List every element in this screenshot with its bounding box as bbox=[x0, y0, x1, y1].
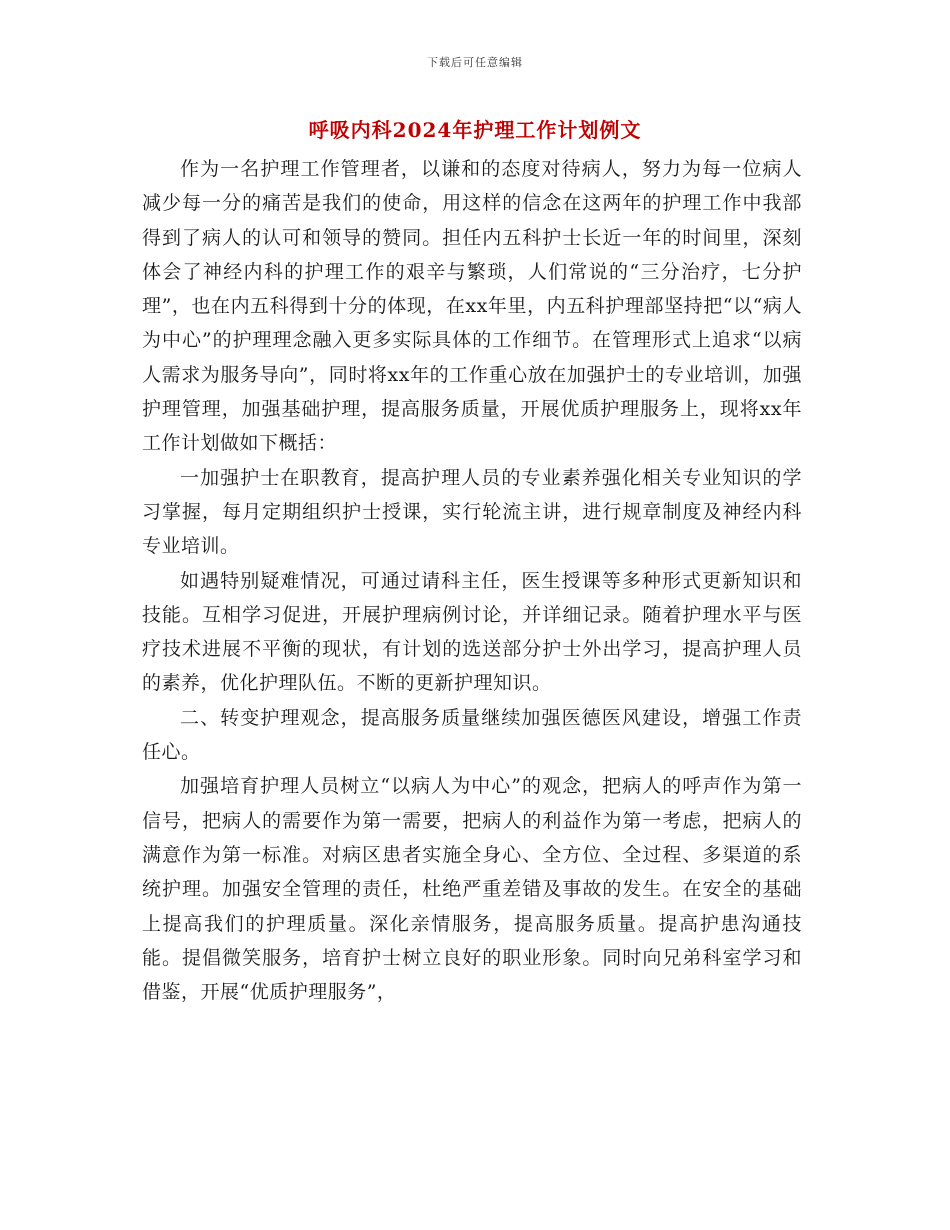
paragraph-intro: 作为一名护理工作管理者，以谦和的态度对待病人，努力为每一位病人减少每一分的痛苦是我们的使命，用这样的信念在这两年的护理工作中我部得到了病人的认可和领导的赞同。担任内五科护士长近一年的时间里，深刻体会了神经内科的护理工作的艰辛与繁琐，人们常说的“三分治疗，七分护理”，也在内五科得到十分的体现，在xx年里，内五科护理部坚持把“以“病人为中心”的护理理念融入更多实际具体的工作细节。在管理形式上追求“以病人需求为服务导向”，同时将xx年的工作重心放在加强护士的专业培训，加强护理管理，加强基础护理，提高服务质量，开展优质护理服务上，现将xx年工作计划做如下概括： bbox=[142, 158, 802, 455]
document-title: 呼吸内科2024年护理工作计划例文 bbox=[308, 118, 642, 142]
document-body bbox=[142, 152, 802, 1009]
paragraph-education: 一加强护士在职教育，提高护理人员的专业素养强化相关专业知识的学习掌握，每月定期组织护士授课，实行轮流主讲，进行规章制度及神经内科专业培训。 bbox=[142, 466, 802, 558]
paragraph-patient-centered: 加强培育护理人员树立“以病人为中心”的观念，把病人的呼声作为第一信号，把病人的需要作为第一需要，把病人的利益作为第一考虑，把病人的满意作为第一标准。对病区患者实施全身心、全方位、全过程、多渠道的系统护理。加强安全管理的责任，杜绝严重差错及事故的发生。在安全的基础上提高我们的护理质量。深化亲情服务，提高服务质量。提高护患沟通技能。提倡微笑服务，培育护士树立良好的职业形象。同时向兄弟科室学习和借鉴，开展“优质护理服务”， bbox=[142, 775, 802, 1004]
header-note: 下载后可任意编辑 bbox=[427, 56, 523, 69]
paragraph-difficult-cases: 如遇特别疑难情况，可通过请科主任，医生授课等多种形式更新知识和技能。互相学习促进，开展护理病例讨论，并详细记录。随着护理水平与医疗技术进展不平衡的现状，有计划的选送部分护士外出学习，提高护理人员的素养，优化护理队伍。不断的更新护理知识。 bbox=[142, 569, 802, 695]
paragraph-section-two: 二、转变护理观念，提高服务质量继续加强医德医风建设，增强工作责任心。 bbox=[142, 706, 802, 764]
